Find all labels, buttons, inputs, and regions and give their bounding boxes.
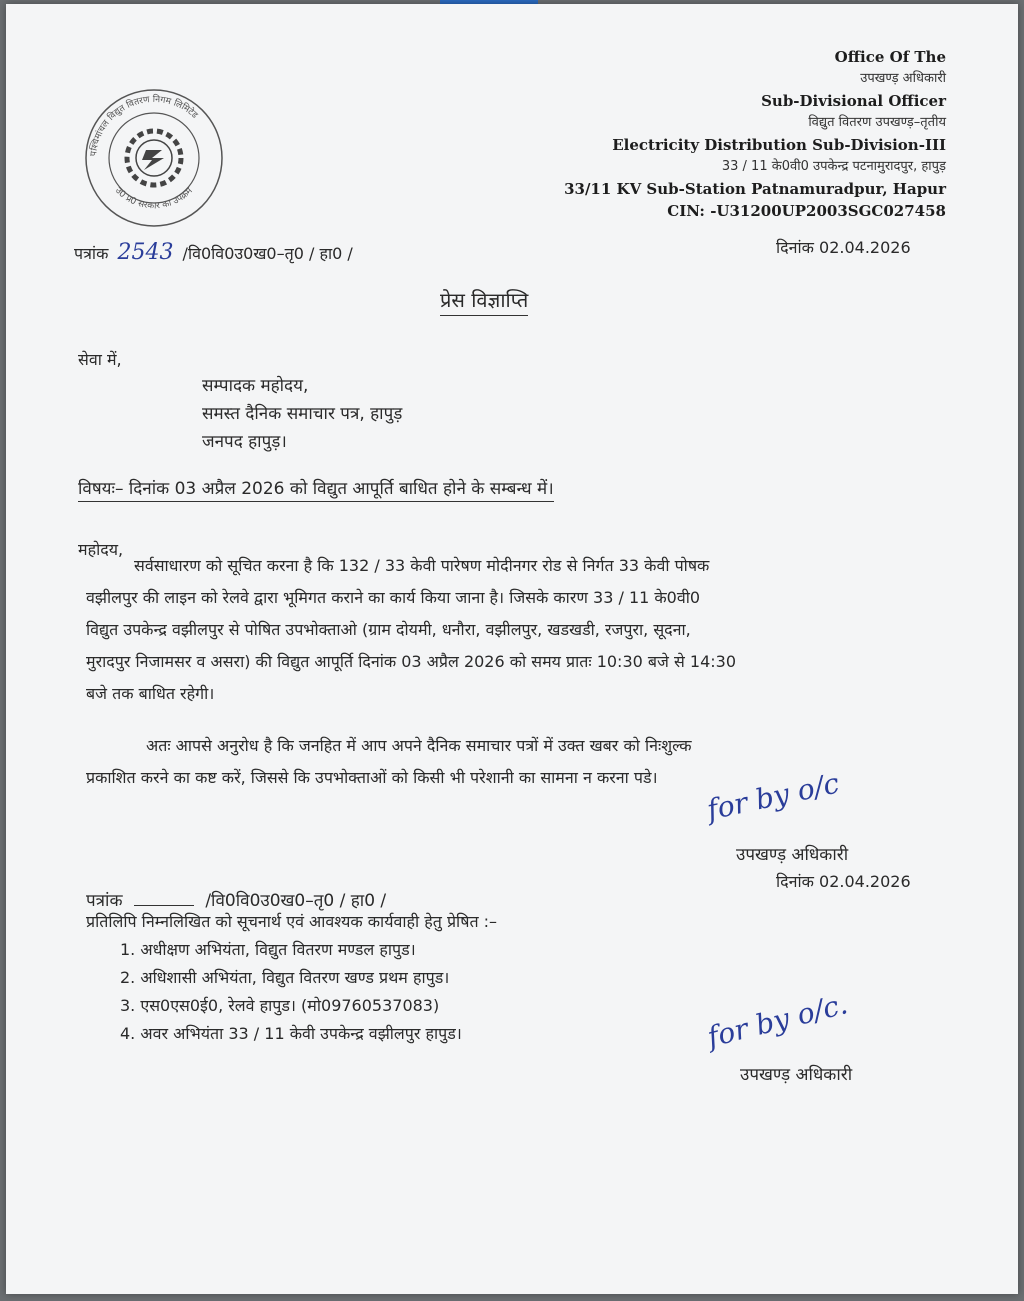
ref-date: दिनांक 02.04.2026: [776, 238, 911, 257]
copy-ref-blank: [134, 905, 194, 906]
copy-intro: प्रतिलिपि निम्नलिखित को सूचनार्थ एवं आवश्यक कार्यवाही हेतु प्रेषित :–: [86, 912, 498, 931]
copy-list: [120, 938, 462, 1050]
svg-text:उ0 प्र0 सरकार का उपक्रम: [113, 186, 195, 212]
para1-line-4: मुरादपुर निजामसर व असरा) की विद्युत आपूर्ति दिनांक 03 अप्रैल 2026 को समय प्रातः 10:30 बजे से 14:30: [86, 652, 737, 671]
signature-2-designation: उपखण्ड़ अधिकारी: [740, 1065, 853, 1085]
substation-hindi: 33 / 11 के0वी0 उपकेन्द्र पटनामुरादपुर, हापुड़: [721, 159, 946, 174]
cin-number: CIN: -U31200UP2003SGC027458: [667, 202, 946, 220]
upkhand-adhikari: उपखण्ड़ अधिकारी: [860, 71, 946, 86]
letterhead: [564, 46, 946, 222]
greeting: महोदय,: [78, 540, 124, 559]
address-line-2: समस्त दैनिक समाचार पत्र, हापुड़: [202, 404, 403, 424]
address-block: [202, 372, 402, 456]
signature-1-designation: उपखण्ड़ अधिकारी: [736, 845, 849, 865]
para2-line-1: अतः आपसे अनुरोध है कि जनहित में आप अपने दैनिक समाचार पत्रों में उक्त खबर को निःशुल्क: [146, 736, 692, 755]
office-of: Office Of The: [834, 48, 946, 66]
reference-line: [74, 240, 353, 265]
page-title: प्रेस विज्ञाप्ति: [440, 286, 528, 316]
copy-item-4: 4. अवर अभियंता 33 / 11 केवी उपकेन्द्र वझीलपुर हापुड।: [120, 1024, 462, 1043]
signature-1-handwriting: for by o/c: [704, 766, 843, 827]
para1-line-1: सर्वसाधारण को सूचित करना है कि 132 / 33 केवी पारेषण मोदीनगर रोड से निर्गत 33 केवी पोषक: [134, 556, 710, 575]
body-paragraph-2: [86, 730, 974, 794]
para1-line-3: विद्युत उपकेन्द्र वझीलपुर से पोषित उपभोक्ताओ (ग्राम दोयमी, धनौरा, वझीलपुर, खडखडी, रजपुरा, सूदना,: [86, 620, 691, 639]
substation-english: 33/11 KV Sub-Station Patnamuradpur, Hapur: [564, 180, 946, 198]
address-line-1: सम्पादक महोदय,: [202, 376, 309, 396]
address-line-3: जनपद हापुड़।: [202, 432, 287, 452]
signature-1-date: दिनांक 02.04.2026: [776, 872, 911, 891]
para2-line-2: प्रकाशित करने का कष्ट करें, जिससे कि उपभोक्ताओं को किसी भी परेशानी का सामना न करना पडे।: [86, 768, 658, 787]
company-seal-logo: [74, 88, 234, 228]
body-paragraph-1: [86, 550, 974, 710]
copy-item-3: 3. एस0एस0ई0, रेलवे हापुड। (मो09760537083): [120, 996, 440, 1015]
letter-page: [6, 4, 1018, 1294]
copy-ref-label: पत्रांक: [86, 891, 123, 911]
signature-2-handwriting: for by o/c.: [704, 987, 851, 1054]
para1-line-5: बजे तक बाधित रहेगी।: [86, 684, 215, 703]
vidyut-vitaran: विद्युत वितरण उपखण्ड़–तृतीय: [808, 115, 946, 130]
seal-bottom-text: उ0 प्र0 सरकार का उपक्रम: [112, 185, 195, 212]
salutation: सेवा में,: [78, 350, 122, 369]
copy-item-2: 2. अधिशासी अभियंता, विद्युत वितरण खण्ड प्रथम हापुड।: [120, 968, 450, 987]
division-name: Electricity Distribution Sub-Division-III: [612, 136, 946, 154]
seal-top-text: पश्चिमांचल विद्युत वितरण निगम लिमिटेड: [89, 94, 200, 157]
copy-item-1: 1. अधीक्षण अभियंता, विद्युत वितरण मण्डल हापुड।: [120, 940, 416, 959]
svg-text:पश्चिमांचल विद्युत वितरण निगम: [88, 93, 200, 157]
para1-line-2: वझीलपुर की लाइन को रेलवे द्वारा भूमिगत कराने का कार्य किया जाना है। जिसके कारण 33 / 11 के0वी0: [86, 588, 701, 607]
ref-label: पत्रांक: [74, 244, 109, 263]
ref-number: 2543: [117, 240, 174, 265]
copy-ref-suffix: /वि0वि0उ0ख0–तृ0 / हा0 /: [205, 891, 387, 911]
sdo-title: Sub-Divisional Officer: [761, 92, 946, 110]
copy-ref-line: [86, 888, 386, 911]
ref-suffix: /वि0वि0उ0ख0–तृ0 / हा0 /: [182, 244, 353, 263]
subject-line: विषयः– दिनांक 03 अप्रैल 2026 को विद्युत आपूर्ति बाधित होने के सम्बन्ध में।: [78, 476, 554, 502]
